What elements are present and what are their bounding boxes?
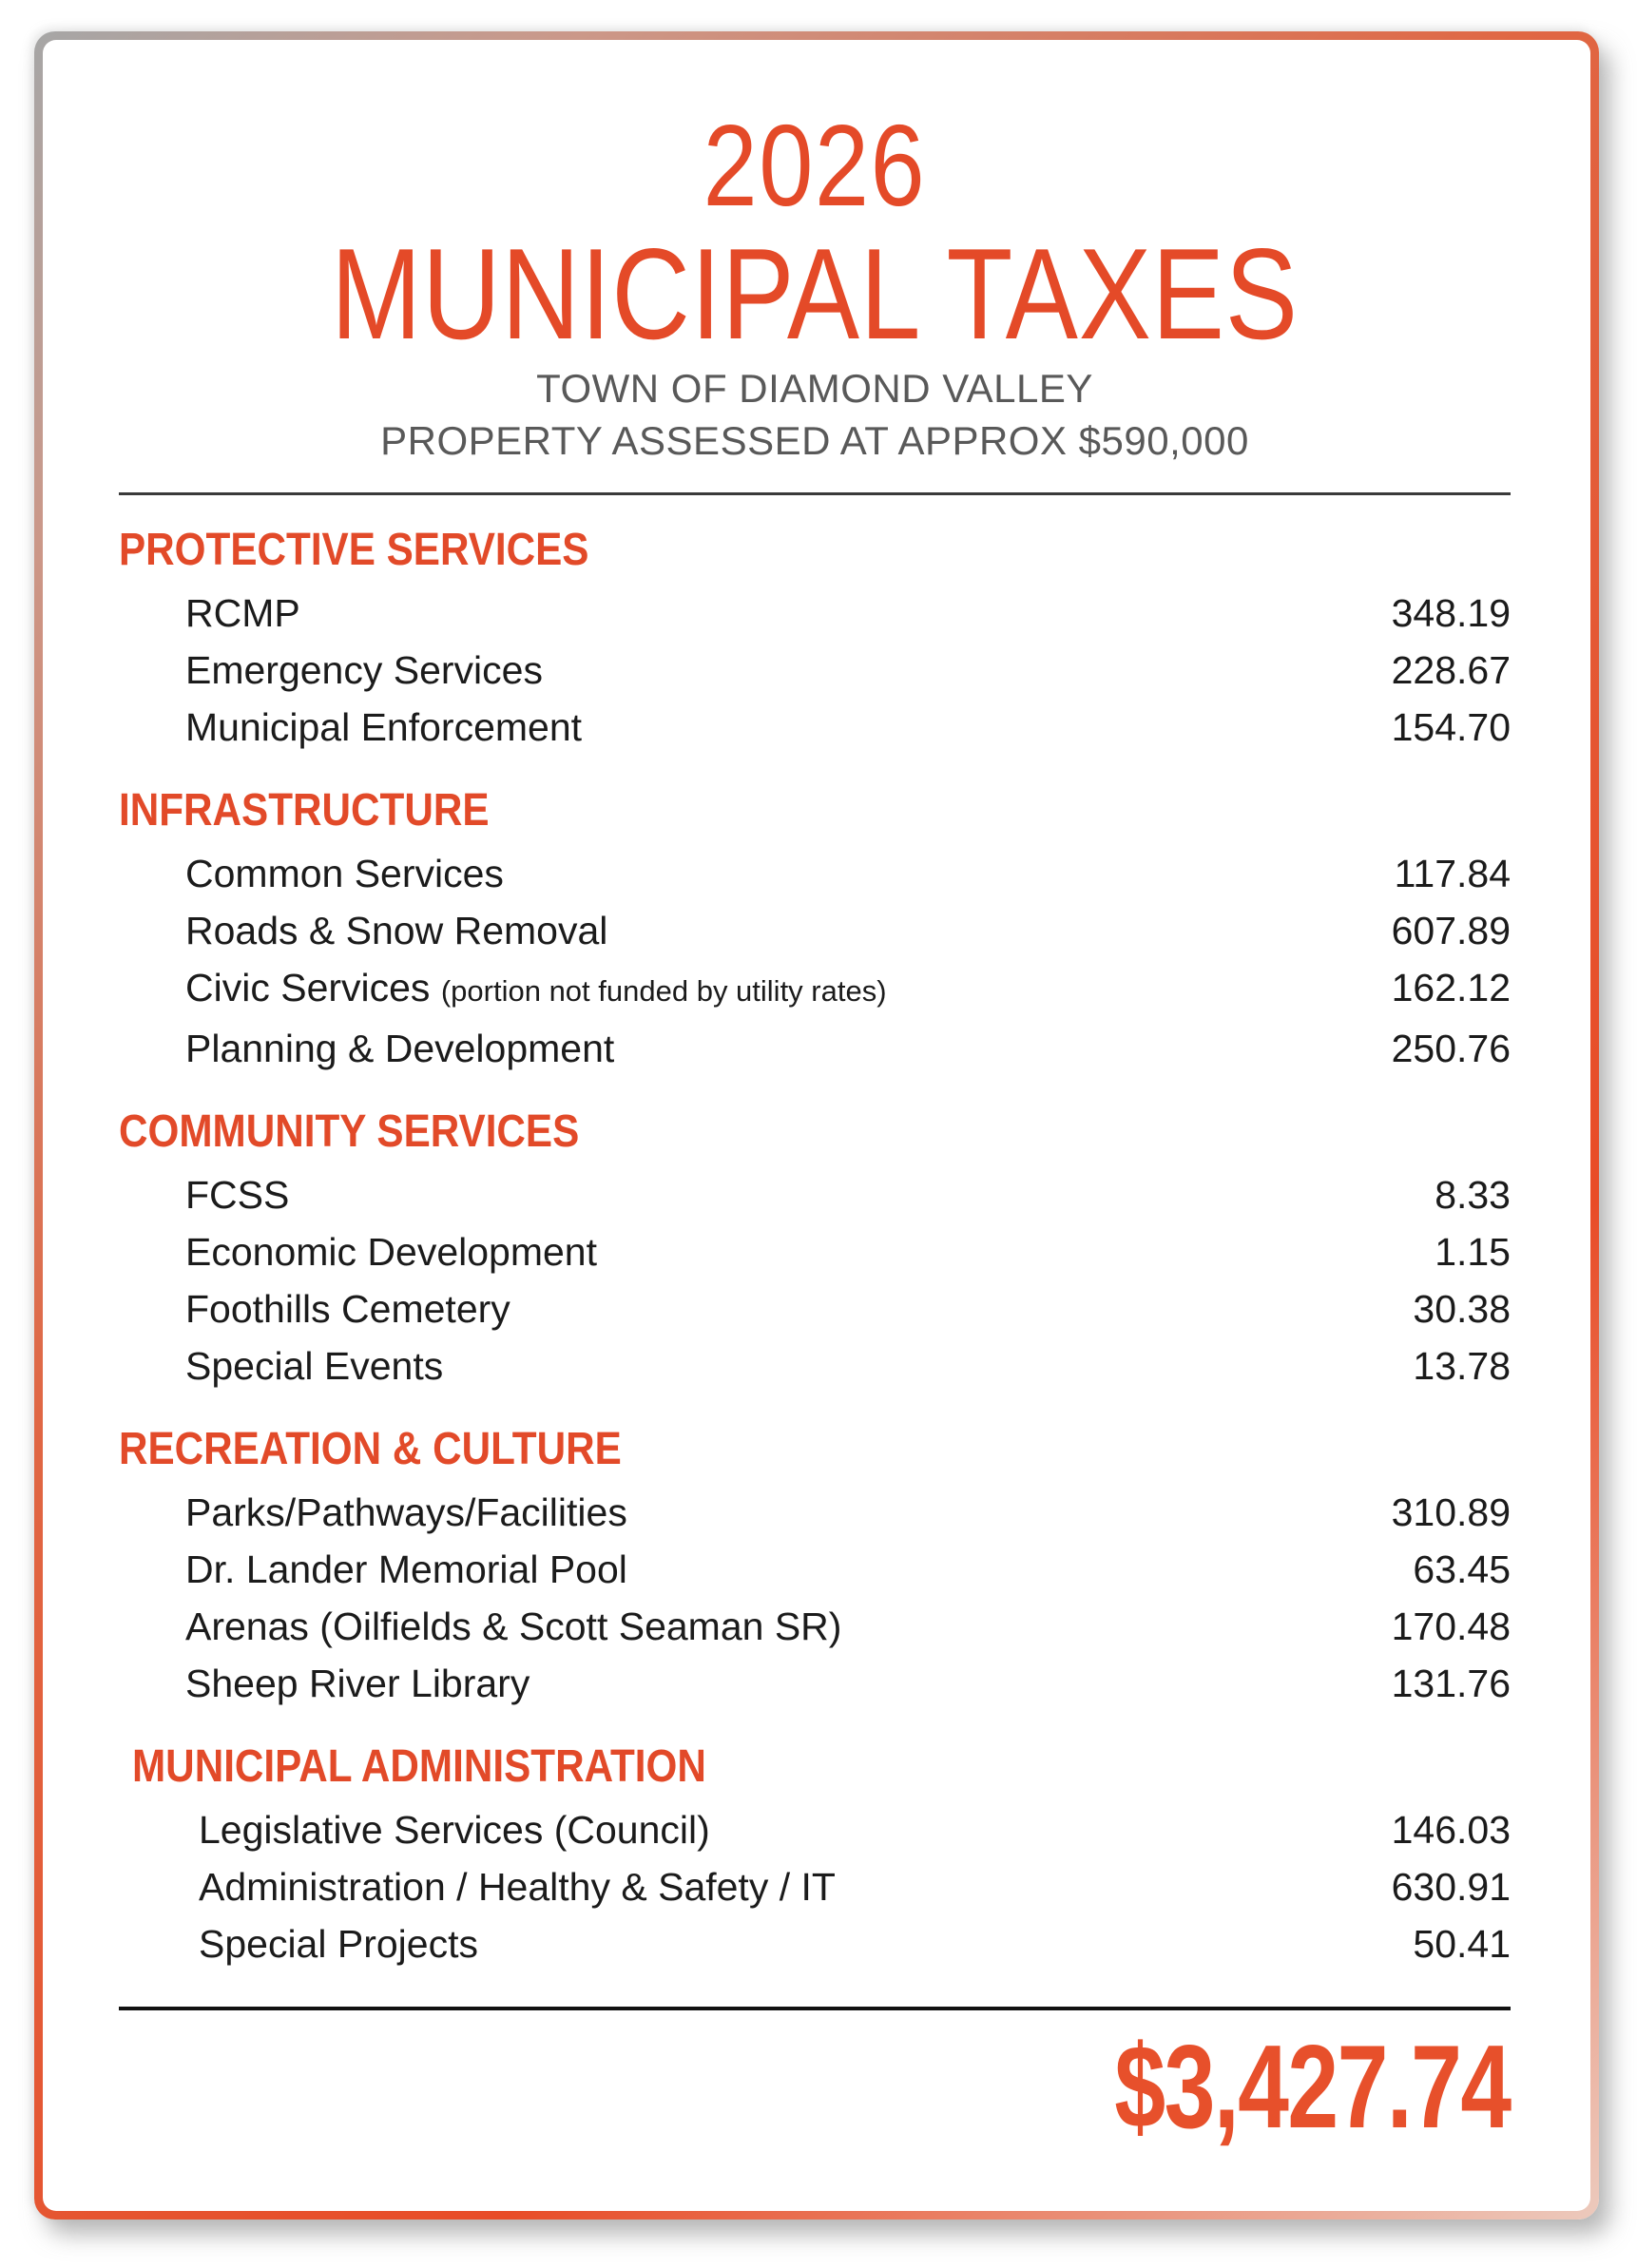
line-item xyxy=(119,1598,1511,1655)
total-amount: $3,427.74 xyxy=(1114,2021,1511,2153)
item-label: Common Services xyxy=(185,851,504,895)
line-item xyxy=(119,699,1511,756)
line-item xyxy=(119,902,1511,959)
item-value: 310.89 xyxy=(1391,1490,1511,1534)
item-value: 250.76 xyxy=(1391,1026,1511,1070)
flyer-card xyxy=(43,40,1590,2211)
line-item xyxy=(132,1801,1511,1858)
item-label: RCMP xyxy=(185,590,300,635)
section-protective-services xyxy=(119,524,1511,756)
top-divider xyxy=(119,492,1511,495)
item-value: 131.76 xyxy=(1391,1661,1511,1705)
item-value: 170.48 xyxy=(1391,1604,1511,1648)
line-item xyxy=(119,1655,1511,1712)
line-item xyxy=(132,1915,1511,1972)
total-row xyxy=(119,2021,1511,2153)
year-title: 2026 xyxy=(703,101,927,230)
bottom-divider xyxy=(119,2007,1511,2010)
line-item xyxy=(119,1223,1511,1280)
item-label: Arenas (Oilfields & Scott Seaman SR) xyxy=(185,1604,842,1648)
title-block xyxy=(230,40,1399,367)
item-label: Municipal Enforcement xyxy=(185,704,583,749)
section-recreation-culture xyxy=(119,1423,1511,1712)
page-title: MUNICIPAL TAXES xyxy=(331,221,1299,367)
section-heading: COMMUNITY SERVICES xyxy=(119,1105,580,1157)
item-label: Roads & Snow Removal xyxy=(185,908,608,952)
item-label: Foothills Cemetery xyxy=(185,1286,510,1331)
item-note: (portion not funded by utility rates) xyxy=(440,973,887,1008)
line-item xyxy=(119,642,1511,699)
section-heading: INFRASTRUCTURE xyxy=(119,784,490,836)
subtitle-town: TOWN OF DIAMOND VALLEY xyxy=(536,365,1093,411)
item-value: 146.03 xyxy=(1391,1807,1511,1852)
line-item xyxy=(119,1541,1511,1598)
item-value: 13.78 xyxy=(1413,1343,1511,1388)
item-label: Special Projects xyxy=(199,1921,478,1966)
item-value: 30.38 xyxy=(1413,1286,1511,1331)
item-label: Administration / Healthy & Safety / IT xyxy=(199,1864,836,1909)
item-value: 117.84 xyxy=(1394,851,1511,895)
line-item xyxy=(119,585,1511,642)
section-infrastructure xyxy=(119,784,1511,1077)
item-value: 228.67 xyxy=(1391,647,1511,692)
line-item xyxy=(119,1166,1511,1223)
section-heading: MUNICIPAL ADMINISTRATION xyxy=(132,1740,706,1792)
item-label: Dr. Lander Memorial Pool xyxy=(185,1547,627,1591)
item-label: Special Events xyxy=(185,1343,444,1388)
item-label: Planning & Development xyxy=(185,1026,615,1070)
line-item xyxy=(119,845,1511,902)
section-heading: PROTECTIVE SERVICES xyxy=(119,524,589,575)
item-value: 8.33 xyxy=(1435,1172,1511,1217)
flyer-card-border xyxy=(34,31,1599,2220)
item-value: 63.45 xyxy=(1413,1547,1511,1591)
item-label: Sheep River Library xyxy=(185,1661,530,1705)
line-item xyxy=(119,1484,1511,1541)
item-label: Parks/Pathways/Facilities xyxy=(185,1490,627,1534)
item-value: 607.89 xyxy=(1391,908,1511,952)
item-label: FCSS xyxy=(185,1172,290,1217)
line-item xyxy=(119,1280,1511,1337)
line-item xyxy=(119,1337,1511,1394)
item-label: Emergency Services xyxy=(185,647,543,692)
item-label: Legislative Services (Council) xyxy=(199,1807,710,1852)
line-item xyxy=(119,959,1511,1020)
section-municipal-administration xyxy=(119,1740,1511,1972)
section-heading: RECREATION & CULTURE xyxy=(119,1423,622,1474)
subtitle-assessment: PROPERTY ASSESSED AT APPROX $590,000 xyxy=(380,418,1249,464)
item-value: 630.91 xyxy=(1391,1864,1511,1909)
item-value: 154.70 xyxy=(1391,704,1511,749)
section-community-services xyxy=(119,1105,1511,1394)
item-value: 1.15 xyxy=(1435,1229,1511,1274)
line-item xyxy=(119,1020,1511,1077)
item-value: 348.19 xyxy=(1391,590,1511,635)
line-item xyxy=(132,1858,1511,1915)
item-value: 50.41 xyxy=(1413,1921,1511,1966)
item-label: Economic Development xyxy=(185,1229,597,1274)
item-value: 162.12 xyxy=(1391,965,1511,1009)
item-label: Civic Services xyxy=(185,965,431,1009)
